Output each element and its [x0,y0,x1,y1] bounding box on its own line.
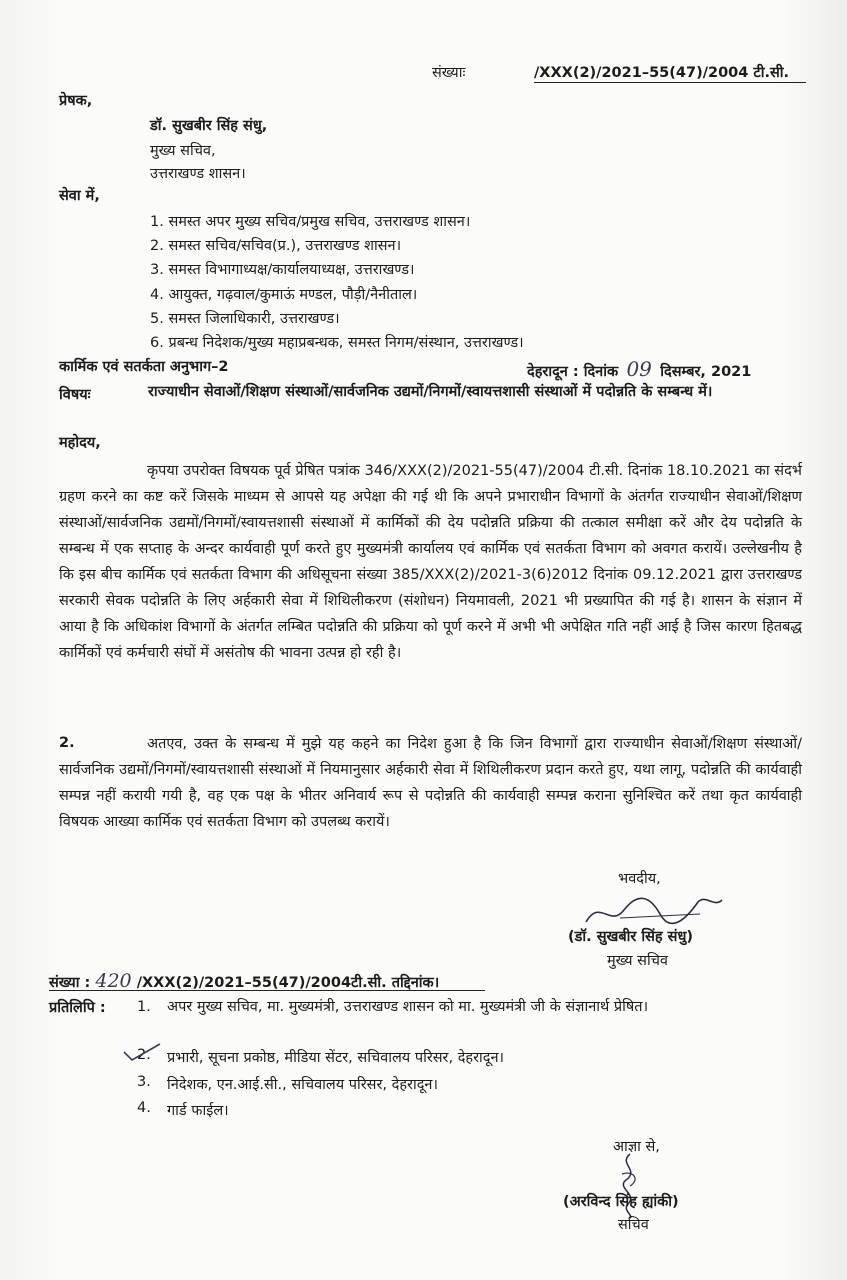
by-order: आज्ञा से, [613,1139,660,1155]
paragraph-1: कृपया उपरोक्त विषयक पूर्व प्रेषित पत्रांक 346/XXX(2)/2021-55(47)/2004 टी.सी. दिनांक 18.10.2021 का संदर्भ ग्रहण करने का कष्ट करें जिसके माध्यम से आपसे यह अपेक्षा की गई थी कि अपने प्रभाराधीन विभागों के अंतर्गत राज्याधीन सेवाओं/शिक्षण संस्थाओं/सार्वजनिक उद्यमों/निगमों/स्वायत्तशासी संस्थाओं में कार्मिकों की देय पदोन्नति प्रक्रिया की तत्काल समीक्षा करें और देय पदोन्नति के सम्बन्ध में एक सप्ताह के अन्दर कार्यवाही पूर्ण करते हुए मुख्यमंत्री कार्यालय एवं कार्मिक एवं सतर्कता विभाग को अवगत करायें। उल्लेखनीय है कि इस बीच कार्मिक एवं सतर्कता विभाग की अधिसूचना संख्या 385/XXX(2)/2021-3(6)2012 दिनांक 09.12.2021 द्वारा उत्तराखण्ड सरकारी सेवक पदोन्नति के लिए अर्हकारी सेवा में शिथिलीकरण (संशोधन) नियमावली, 2021 भी प्रख्यापित की गई है। शासन के संज्ञान में आया है कि अधिकांश विभागों के अंतर्गत लम्बित पदोन्नति की प्रक्रिया को पूर्ण करने में अभी भी अपेक्षित गति नहीं आई है जिस कारण हितबद्ध कार्मिकों एवं कर्मचारी संघों में असंतोष की भावना उत्पन्न हो रही है। [59,463,802,661]
recipient-item: 6. प्रबन्ध निदेशक/मुख्य महाप्रबन्धक, समस्त निगम/संस्थान, उत्तराखण्ड। [150,335,524,351]
recipient-item: 1. समस्त अपर मुख्य सचिव/प्रमुख सचिव, उत्तराखण्ड शासन। [150,214,471,230]
closing-designation: मुख्य सचिव [607,953,668,969]
endorsement-line [49,970,439,992]
date-suffix: दिसम्बर, 2021 [660,364,752,380]
paragraph-2-number: 2. [59,735,75,751]
copy-number: 4. [137,1100,151,1116]
copy-number: 3. [137,1074,151,1090]
copy-item: निदेशक, एन.आई.सी., सचिवालय परिसर, देहरादून। [167,1077,438,1093]
tick-mark-icon [120,1040,164,1064]
copy-item: प्रभारी, सूचना प्रकोष्ठ, मीडिया सेंटर, सचिवालय परिसर, देहरादून। [167,1050,505,1066]
recipients-label: सेवा में, [59,188,100,204]
recipient-item: 4. आयुक्त, गढ़वाल/कुमाऊं मण्डल, पौड़ी/नैनीताल। [150,287,418,303]
date-day-handwritten: 09 [626,357,652,381]
endorsement-handwritten-number: 420 [95,970,132,992]
endorsement-underline [49,990,485,991]
paragraph-2: अतएव, उक्त के सम्बन्ध में मुझे यह कहने का निदेश हुआ है कि जिन विभागों द्वारा राज्याधीन सेवाओं/शिक्षण संस्थाओं/सार्वजनिक उद्यमों/निगमों/स्वायत्तशासी संस्थाओं में नियमानुसार अर्हकारी सेवा में शिथिलीकरण प्रदान करते हुए, यथा लागू, पदोन्नति की कार्यवाही सम्पन्न नहीं करायी गयी है, वह एक पक्ष के भीतर अनिवार्य रूप से पदोन्नति की कार्यवाही सम्पन्न कराना सुनिश्चित करें तथा कृत कार्यवाही विषयक आख्या कार्मिक एवं सतर्कता विभाग को उपलब्ध करायें। [59,736,802,830]
endorsement-reference: /XXX(2)/2021–55(47)/2004टी.सी. तद्दिनांक। [136,975,440,991]
section-name: कार्मिक एवं सतर्कता अनुभाग–2 [59,359,229,375]
reference-underline [534,82,806,83]
reference-number: /XXX(2)/2021–55(47)/2004 टी.सी. [534,65,790,81]
place-date [527,357,751,381]
copy-item: गार्ड फाईल। [167,1103,229,1119]
recipient-item: 3. समस्त विभागाध्यक्ष/कार्यालयाध्यक्ष, उत्तराखण्ड। [150,262,415,278]
copy-number: 2. [137,1047,151,1063]
subject-text: राज्याधीन सेवाओं/शिक्षण संस्थाओं/सार्वजनिक उद्यमों/निगमों/स्वायत्तशासी संस्थाओं में पदोन्नति के सम्बन्ध में। [148,384,713,400]
sender-office: उत्तराखण्ड शासन। [150,166,246,182]
closing-name: (डॉ. सुखबीर सिंह संधु) [568,929,694,945]
valediction: भवदीय, [618,871,661,887]
copy-item: अपर मुख्य सचिव, मा. मुख्यमंत्री, उत्तराखण्ड शासन को मा. मुख्यमंत्री जी के संज्ञानार्थ प्रेषित। [167,999,649,1015]
sender-label: प्रेषक, [59,93,93,109]
sender-designation: मुख्य सचिव, [150,143,216,159]
recipient-item: 5. समस्त जिलाधिकारी, उत्तराखण्ड। [150,311,340,327]
salutation: महोदय, [59,435,101,451]
copy-number: 1. [137,999,151,1015]
endorsement-label: संख्या : [49,975,91,991]
signoff-name: (अरविन्द सिंह ह्यांकी) [563,1194,679,1210]
copy-label: प्रतिलिपि : [49,1000,106,1016]
date-prefix: देहरादून : दिनांक [527,364,619,380]
subject-label: विषयः [59,387,91,403]
recipient-item: 2. समस्त सचिव/सचिव(प्र.), उत्तराखण्ड शासन। [150,238,402,254]
reference-label: संख्याः [432,65,466,81]
sender-name: डॉ. सुखबीर सिंह संधु, [150,118,268,134]
signoff-designation: सचिव [618,1217,649,1233]
